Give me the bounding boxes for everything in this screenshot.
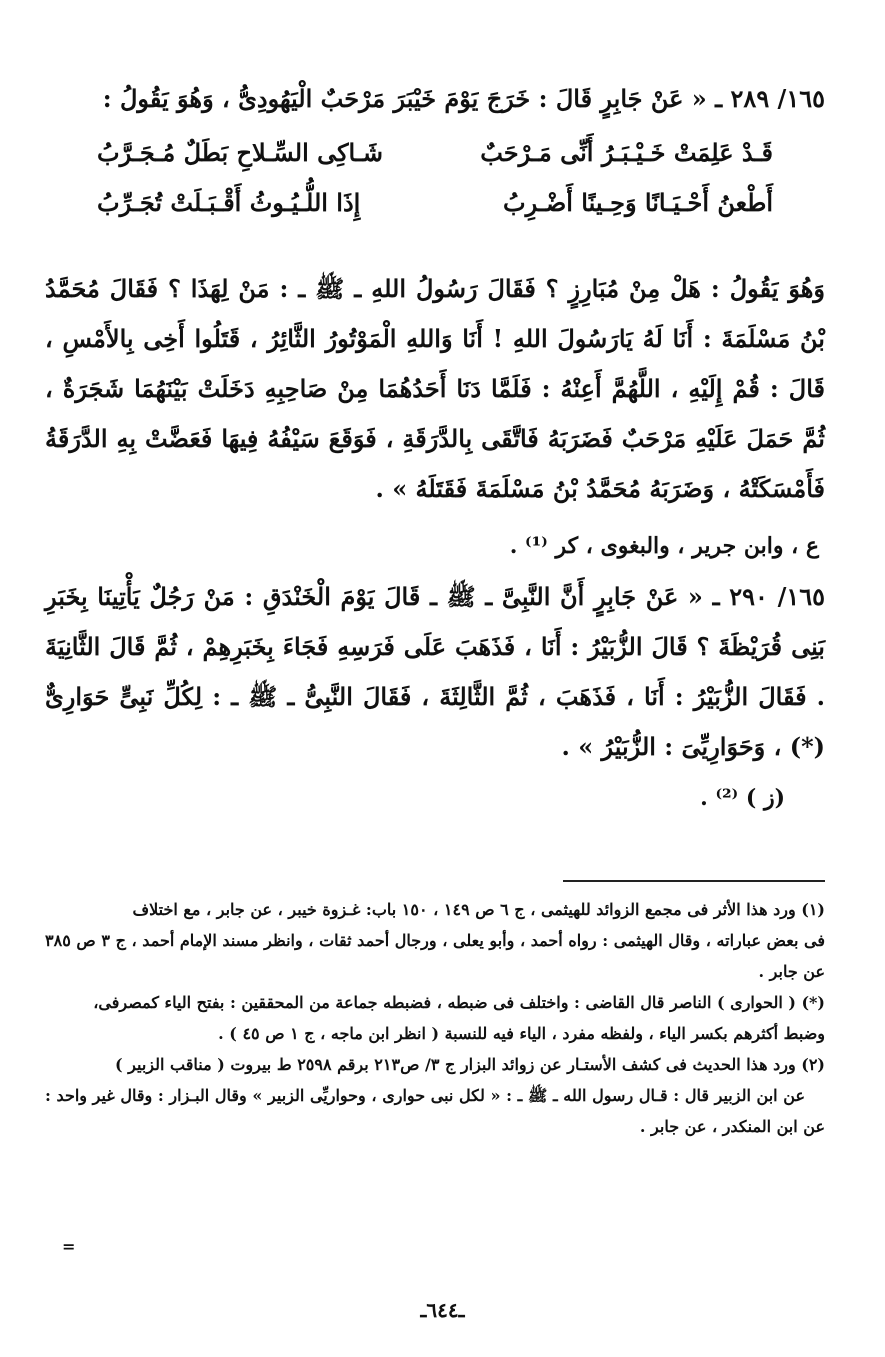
footnote-2-first-line: (٢) ورد هذا الحديث فى كشف الأستـار عن زوائد البزار ج ٣/ ص٢١٣ برقم ٢٥٩٨ ط بيروت ( مناقب الزبير ): [115, 1055, 825, 1074]
footnote-star: [45, 987, 825, 1049]
footnotes: [45, 894, 825, 1142]
poem-verse-2: [45, 178, 825, 228]
margin-mark: =: [62, 1237, 76, 1256]
footnote-2-continuation: عن ابن الزبير قال : قـال رسول الله ـ ﷺ ـ : « لكل نبى حوارى ، وحواريِّى الزبير » وقال البـزار : وقال غير واحد : عن ابن المنكدر ، عن جابر .: [45, 1086, 825, 1136]
hadith-290-body: ١٦٥/ ٢٩٠ ـ « عَنْ جَابِرٍ أَنَّ النَّبِىَّ ـ ﷺ ـ قَالَ يَوْمَ الْخَنْدَقِ : مَنْ رَجُلٌ يَأْتِينَا بِخَبَرِ بَنِى قُرَيْظَةَ ؟ قَالَ الزُّبَيْرُ : أَنَا ، فَذَهَبَ عَلَى فَرَسِهِ فَجَاءَ بِخَبَرِهِمْ ، ثُمَّ قَالَ الثَّانِيَةَ . فَقَالَ الزُّبَيْرُ : أَنَا ، فَذَهَبَ ، ثُمَّ الثَّالِثَةَ ، فَقَالَ النَّبِىُّ ـ ﷺ ـ : لِكُلِّ نَبِىٍّ حَوَارِىٌّ (*) ، وَحَوَارِيِّىَ : الزُّبَيْرُ » .: [45, 582, 826, 761]
footnote-star-continuation: وضبط أكثرهم بكسر الياء ، ولفظه مفرد ، الياء فيه للنسبة ( انظر ابن ماجه ، ج ١ ص ٤٥ ) .: [218, 1024, 825, 1043]
page-number: ـ٦٤٤ـ: [420, 1298, 465, 1322]
hadith-290-source: (ز ) ⁽²⁾ .: [700, 785, 785, 811]
footnote-star-first-line: (*) ( الحوارى ) الناصر قال القاضى : واختلف فى ضبطه ، فضبطه جماعة من المحققين : بفتح الياء كمصرفى،: [93, 993, 825, 1012]
footnote-2: [45, 1049, 825, 1142]
poem-verse-1: [45, 128, 825, 178]
page-body: [45, 78, 825, 1142]
verse-1-first-hemistich: قَـدْ عَلِمَتْ خَـيْـبَـرُ أَنِّى مَـرْحَبٌ: [480, 138, 773, 167]
verse-2-second-hemistich: إِذَا اللُّـيُـوثُ أَقْـبَـلَتْ تُجَـرِّبُ: [97, 188, 361, 217]
footnote-1-continuation: فى بعض عباراته ، وقال الهيثمى : رواه أحمد ، وأبو يعلى ، ورجال أحمد ثقات ، وانظر مسند الإمام أحمد ، ج ٣ ص ٣٨٥ عن جابر .: [45, 931, 825, 981]
hadith-289-heading: ١٦٥/ ٢٨٩ ـ « عَنْ جَابِرٍ قَالَ : خَرَجَ يَوْمَ خَيْبَرَ مَرْحَبٌ الْيَهُودِىُّ ، وَهُوَ يَقُولُ :: [102, 84, 825, 113]
hadith-289-source: ع ، وابن جرير ، والبغوى ، كر ⁽¹⁾ .: [509, 533, 819, 559]
footnote-1-first-line: (١) ورد هذا الأثر فى مجمع الزوائد للهيثمى ، ج ٦ ص ١٤٩ ، ١٥٠ باب: غـزوة خيبر ، عن جابر ، مع اختلاف: [132, 900, 825, 919]
verse-1-second-hemistich: شَـاكِى السِّـلاحِ بَطَلٌ مُـجَـرَّبُ: [97, 138, 383, 167]
hadith-289-body: وَهُوَ يَقُولُ : هَلْ مِنْ مُبَارِزٍ ؟ فَقَالَ رَسُولُ اللهِ ـ ﷺ ـ : مَنْ لِهَذَا ؟ فَقَالَ مُحَمَّدُ بْنُ مَسْلَمَةَ : أَنَا لَهُ يَارَسُولَ اللهِ ! أَنَا وَاللهِ الْمَوْتُورُ الثَّائِرُ ، قَتَلُوا أَخِى بِالأَمْسِ ، قَالَ : قُمْ إِلَيْهِ ، اللَّهُمَّ أَعِنْهُ : فَلَمَّا دَنَا أَحَدُهُمَا مِنْ صَاحِبِهِ دَخَلَتْ بَيْنَهُمَا شَجَرَةٌ ، ثُمَّ حَمَلَ عَلَيْهِ مَرْحَبٌ فَضَرَبَهُ فَاتَّقَى بِالدَّرَقَةِ ، فَوَقَعَ سَيْفُهُ فِيهَا فَعَضَّتْ بِهِ الدَّرَقَةُ فَأَمْسَكَتْهُ ، وَضَرَبَهُ مُحَمَّدُ بْنُ مَسْلَمَةَ فَقَتَلَهُ » .: [45, 274, 825, 503]
footnote-1: [45, 894, 825, 987]
footnote-divider: [563, 880, 825, 882]
verse-2-first-hemistich: أَطْعنُ أَحْـيَـانًا وَحِـينًا أَضْـرِبُ: [503, 188, 773, 217]
